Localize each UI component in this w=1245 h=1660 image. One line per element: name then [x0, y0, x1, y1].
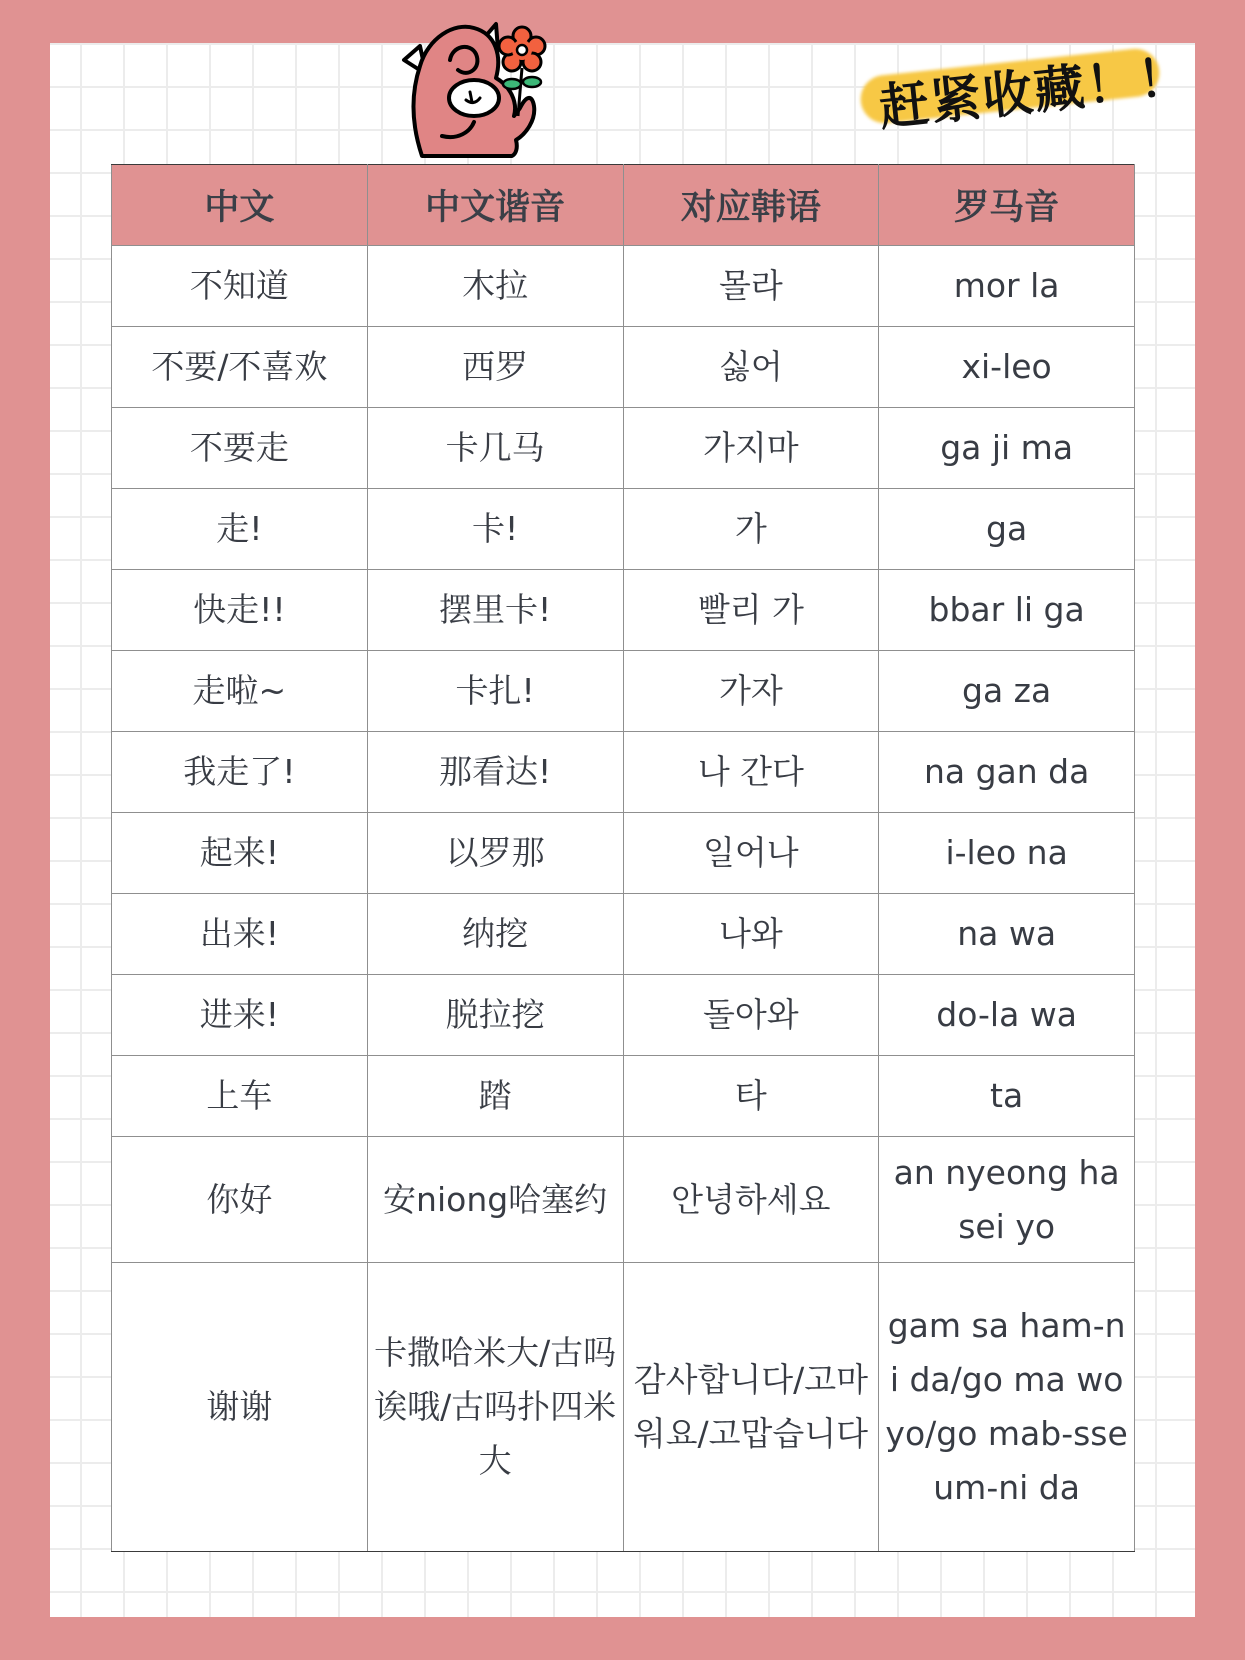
cell-chinese: 进来! [112, 975, 368, 1056]
cell-korean: 돌아와 [623, 975, 879, 1056]
cell-homophone: 那看达! [367, 732, 623, 813]
cell-chinese: 快走!! [112, 570, 368, 651]
cell-homophone: 摆里卡! [367, 570, 623, 651]
cell-romanization: ga za [879, 651, 1135, 732]
cell-korean: 일어나 [623, 813, 879, 894]
cell-homophone: 安niong哈塞约 [367, 1137, 623, 1263]
cell-romanization: do-la wa [879, 975, 1135, 1056]
cell-romanization: an nyeong ha sei yo [879, 1137, 1135, 1263]
cell-romanization: na wa [879, 894, 1135, 975]
cell-chinese: 出来! [112, 894, 368, 975]
cell-homophone: 踏 [367, 1056, 623, 1137]
cell-korean: 안녕하세요 [623, 1137, 879, 1263]
cell-chinese: 走! [112, 489, 368, 570]
cell-korean: 싫어 [623, 327, 879, 408]
table-row [112, 651, 1135, 732]
cell-romanization: bbar li ga [879, 570, 1135, 651]
table-row [112, 813, 1135, 894]
cell-korean: 감사합니다/고마워요/고맙습니다 [623, 1263, 879, 1552]
cell-homophone: 纳挖 [367, 894, 623, 975]
cell-chinese: 谢谢 [112, 1263, 368, 1552]
header-korean: 对应韩语 [623, 165, 879, 246]
cell-chinese: 不知道 [112, 246, 368, 327]
table-row [112, 327, 1135, 408]
cell-homophone: 卡! [367, 489, 623, 570]
cell-romanization: xi-leo [879, 327, 1135, 408]
cell-romanization: i-leo na [879, 813, 1135, 894]
cell-romanization: mor la [879, 246, 1135, 327]
table-row [112, 246, 1135, 327]
table-row [112, 489, 1135, 570]
cell-homophone: 西罗 [367, 327, 623, 408]
cell-korean: 나 간다 [623, 732, 879, 813]
table-row [112, 894, 1135, 975]
cell-chinese: 我走了! [112, 732, 368, 813]
table-row [112, 408, 1135, 489]
cell-homophone: 卡扎! [367, 651, 623, 732]
header-romanization: 罗马音 [879, 165, 1135, 246]
cell-chinese: 不要走 [112, 408, 368, 489]
table-row [112, 570, 1135, 651]
cell-korean: 가자 [623, 651, 879, 732]
save-now-sticker [860, 46, 1193, 138]
sticker-text: 赶紧收藏！！ [876, 46, 1193, 138]
cell-chinese: 你好 [112, 1137, 368, 1263]
header-chinese: 中文 [112, 165, 368, 246]
cell-romanization: ga ji ma [879, 408, 1135, 489]
cell-korean: 가 [623, 489, 879, 570]
table-row [112, 1056, 1135, 1137]
cell-romanization: gam sa ham-ni da/go ma wo yo/go mab-sseum-ni da [879, 1263, 1135, 1552]
table-row [112, 1137, 1135, 1263]
cell-korean: 가지마 [623, 408, 879, 489]
cell-korean: 타 [623, 1056, 879, 1137]
cell-chinese: 不要/不喜欢 [112, 327, 368, 408]
cell-chinese: 起来! [112, 813, 368, 894]
cell-homophone: 以罗那 [367, 813, 623, 894]
cell-romanization: ga [879, 489, 1135, 570]
cell-homophone: 卡撒哈米大/古吗诶哦/古吗扑四米大 [367, 1263, 623, 1552]
cell-romanization: na gan da [879, 732, 1135, 813]
table-row [112, 1263, 1135, 1552]
cell-homophone: 卡几马 [367, 408, 623, 489]
table-row [112, 975, 1135, 1056]
cell-korean: 빨리 가 [623, 570, 879, 651]
cell-romanization: ta [879, 1056, 1135, 1137]
cell-homophone: 木拉 [367, 246, 623, 327]
cell-korean: 몰라 [623, 246, 879, 327]
cell-korean: 나와 [623, 894, 879, 975]
table-row [112, 732, 1135, 813]
table-header-row [112, 165, 1135, 246]
korean-phrases-table [111, 164, 1135, 1552]
header-chinese-homophone: 中文谐音 [367, 165, 623, 246]
cell-chinese: 走啦~ [112, 651, 368, 732]
cell-homophone: 脱拉挖 [367, 975, 623, 1056]
pink-cat-holding-flower-icon [392, 16, 572, 166]
cell-chinese: 上车 [112, 1056, 368, 1137]
